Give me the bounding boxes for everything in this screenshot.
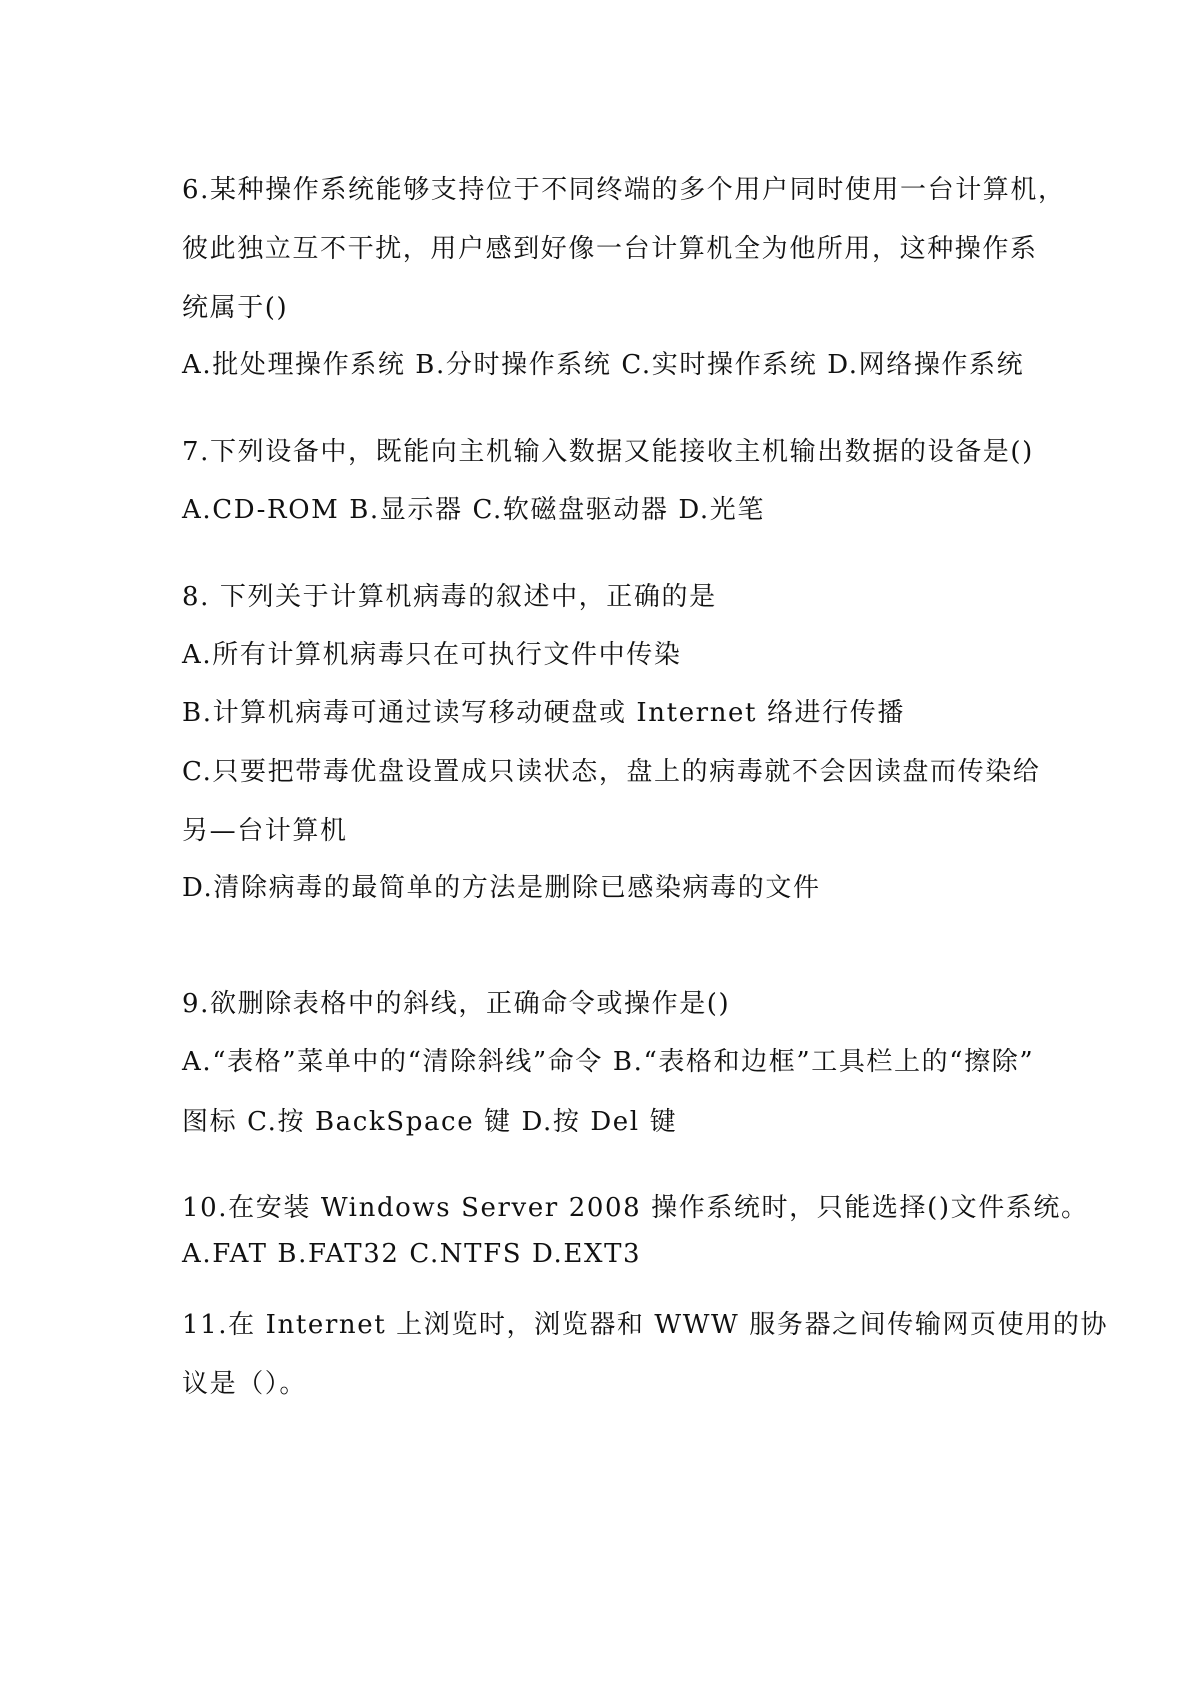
- q8-option-d: D.清除病毒的最简单的方法是删除已感染病毒的文件: [182, 873, 821, 903]
- q8-stem: 8. 下列关于计算机病毒的叙述中，正确的是: [182, 582, 717, 612]
- q8-option-a: A.所有计算机病毒只在可执行文件中传染: [182, 640, 682, 670]
- q6-stem-line-3: 统属于(): [182, 293, 289, 323]
- q9-options-line-2: 图标 C.按 BackSpace 键 D.按 Del 键: [182, 1107, 678, 1137]
- q8-option-b: B.计算机病毒可通过读写移动硬盘或 Internet 络进行传播: [182, 698, 905, 728]
- q11-stem-line-1: 11.在 Internet 上浏览时，浏览器和 WWW 服务器之间传输网页使用的协: [182, 1310, 1109, 1340]
- q11-stem-line-2: 议是（）。: [182, 1369, 308, 1399]
- q10-options: A.FAT B.FAT32 C.NTFS D.EXT3: [182, 1239, 642, 1269]
- q6-stem-line-1: 6.某种操作系统能够支持位于不同终端的多个用户同时使用一台计算机，: [182, 175, 1066, 205]
- q6-options: A.批处理操作系统 B.分时操作系统 C.实时操作系统 D.网络操作系统: [182, 350, 1025, 380]
- q9-options-line-1: A.“表格”菜单中的“清除斜线”命令 B.“表格和边框”工具栏上的“擦除”: [182, 1047, 1035, 1077]
- q6-stem-line-2: 彼此独立互不干扰，用户感到好像一台计算机全为他所用，这种操作系: [182, 234, 1038, 264]
- q10-stem: 10.在安装 Windows Server 2008 操作系统时，只能选择()文件系统。: [182, 1193, 1089, 1223]
- q7-options: A.CD-ROM B.显示器 C.软磁盘驱动器 D.光笔: [182, 495, 765, 525]
- q9-stem: 9.欲删除表格中的斜线，正确命令或操作是(): [182, 989, 731, 1019]
- q7-stem: 7.下列设备中，既能向主机输入数据又能接收主机输出数据的设备是(): [182, 437, 1034, 467]
- q8-option-c-line-1: C.只要把带毒优盘设置成只读状态，盘上的病毒就不会因读盘而传染给: [182, 757, 1041, 787]
- q8-option-c-line-2: 另—台计算机: [182, 816, 348, 846]
